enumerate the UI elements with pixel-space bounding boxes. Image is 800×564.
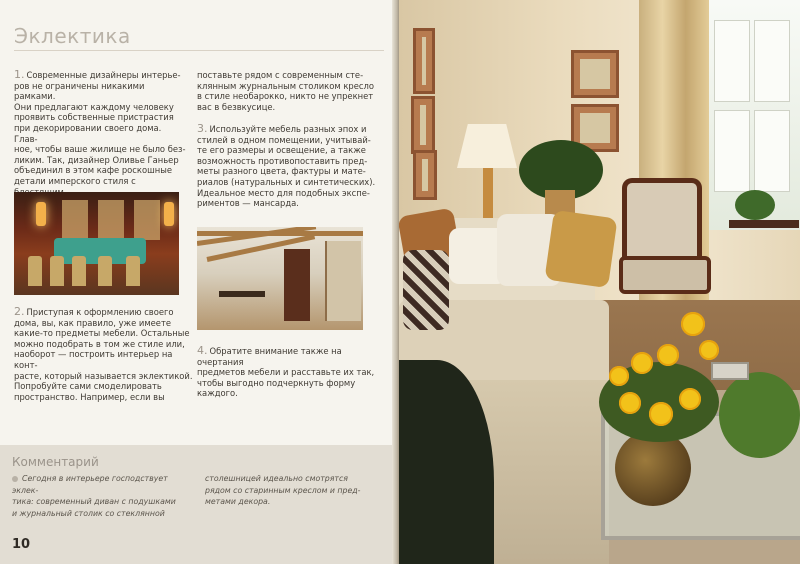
comment-line: рядом со старинным креслом и пред- bbox=[205, 485, 361, 495]
photo-cabinet bbox=[284, 249, 310, 321]
attic-loft-photo bbox=[197, 227, 363, 330]
paragraph-3-line: стилей в одном помещении, учитывай- bbox=[197, 134, 371, 145]
photo-picture-frame bbox=[411, 96, 435, 154]
paragraph-1-line: проявить собственные пристрастия bbox=[14, 112, 174, 123]
photo-window bbox=[62, 200, 88, 240]
comment-text-right bbox=[205, 473, 385, 508]
paragraph-3-line: риментов — мансарда. bbox=[197, 198, 299, 209]
title-rule bbox=[14, 50, 384, 51]
paragraph-2-continued-line: поставьте рядом с современным сте- bbox=[197, 70, 364, 80]
window-pane bbox=[714, 20, 750, 102]
paragraph-1-line: Они предлагают каждому человеку bbox=[14, 101, 174, 112]
window-pane bbox=[754, 20, 790, 102]
paragraph-3-line: Идеальное место для подобных экспе- bbox=[197, 187, 370, 198]
paragraph-2-continued bbox=[197, 70, 377, 112]
comment-line: Сегодня в интерьере господствует эклек- bbox=[12, 474, 168, 495]
paragraph-4-line: Обратите внимание также на очертания bbox=[197, 346, 342, 367]
comment-line: метами декора. bbox=[205, 497, 271, 506]
photo-chair bbox=[98, 256, 112, 286]
paragraph-2-line: Попробуйте сами смоделировать bbox=[14, 381, 162, 392]
paragraph-4 bbox=[197, 346, 383, 399]
photo-armchair-seat bbox=[619, 256, 711, 294]
paragraph-2-continued-line: клянным журнальным столиком кресло bbox=[197, 80, 374, 91]
frame-art bbox=[422, 37, 426, 85]
paragraph-2-line: пространство. Например, если вы bbox=[14, 391, 165, 402]
comment-text-left bbox=[12, 473, 192, 519]
photo-beam bbox=[197, 231, 363, 236]
paragraph-2-number: 2. bbox=[14, 305, 25, 318]
photo-side-plant bbox=[719, 372, 800, 458]
photo-lily bbox=[657, 344, 679, 366]
paragraph-4-line: каждого. bbox=[197, 388, 238, 399]
photo-chair bbox=[126, 256, 140, 286]
photo-lily bbox=[681, 312, 705, 336]
photo-pillow bbox=[403, 250, 449, 330]
frame-art bbox=[422, 159, 428, 191]
paragraph-1-line: ликим. Так, дизайнер Оливье Ганьер bbox=[14, 154, 179, 165]
paragraph-2-line: можно подобрать в том же стиле или, bbox=[14, 338, 185, 349]
paragraph-3 bbox=[197, 124, 377, 209]
paragraph-1-line: Современные дизайнеры интерье- bbox=[26, 70, 181, 80]
photo-tray bbox=[711, 362, 749, 380]
frame-art bbox=[580, 59, 610, 89]
cafe-interior-photo bbox=[14, 192, 179, 295]
paragraph-2-continued-line: в стиле необарокко, никто не упрекнет bbox=[197, 91, 374, 102]
bullet-icon bbox=[12, 476, 18, 482]
paragraph-1-line: детали имперского стиля с bbox=[14, 175, 136, 186]
photo-chair bbox=[28, 256, 42, 286]
left-page bbox=[0, 0, 396, 564]
photo-window bbox=[98, 200, 124, 240]
photo-lily bbox=[619, 392, 641, 414]
window-pane bbox=[754, 110, 790, 192]
paragraph-1-line: ров не ограничены никакими рамками. bbox=[14, 80, 145, 102]
paragraph-3-number: 3. bbox=[197, 122, 208, 135]
paragraph-4-line: чтобы выгодно подчеркнуть форму bbox=[197, 377, 356, 388]
paragraph-1-line: объединил в этом кафе роскошные bbox=[14, 165, 173, 176]
page-title: Эклектика bbox=[14, 24, 131, 48]
comment-line: тика: современный диван с подушками bbox=[12, 497, 176, 506]
photo-lamp bbox=[164, 202, 174, 226]
photo-side-table bbox=[729, 220, 799, 228]
paragraph-2-line: Приступая к оформлению своего bbox=[26, 307, 174, 317]
paragraph-4-number: 4. bbox=[197, 344, 208, 357]
photo-window bbox=[134, 200, 160, 240]
photo-lily bbox=[699, 340, 719, 360]
photo-pillow bbox=[544, 210, 617, 288]
comment-line: столешницей идеально смотрятся bbox=[205, 474, 348, 483]
frame-art bbox=[580, 113, 610, 143]
comment-title: Комментарий bbox=[12, 455, 99, 469]
page-number: 10 bbox=[12, 537, 31, 552]
paragraph-1-line: ное, чтобы ваше жилище не было без- bbox=[14, 144, 186, 155]
paragraph-4-line: предметов мебели и расставьте их так, bbox=[197, 367, 375, 378]
paragraph-3-line: меты разного цвета, фактуры и мате- bbox=[197, 166, 366, 177]
photo-lily bbox=[609, 366, 629, 386]
paragraph-3-line: риалов (натуральных и синтетических). bbox=[197, 176, 376, 187]
photo-window-plant bbox=[735, 190, 775, 220]
frame-art bbox=[420, 105, 426, 145]
paragraph-1-line: при декорировании своего дома. Глав- bbox=[14, 122, 162, 144]
paragraph-2 bbox=[14, 307, 194, 402]
paragraph-2-line: дома, вы, как правило, уже имеете bbox=[14, 317, 171, 328]
paragraph-2-line: расте, который называется эклектикой. bbox=[14, 370, 193, 381]
photo-picture-frame bbox=[413, 28, 435, 94]
paragraph-3-line: те его размеры и освещение, а также bbox=[197, 145, 366, 156]
paragraph-1-number: 1. bbox=[14, 68, 25, 81]
living-room-photo bbox=[399, 0, 800, 564]
paragraph-1 bbox=[14, 70, 186, 208]
paragraph-2-line: какие-то предметы мебели. Остальные bbox=[14, 328, 190, 339]
window-pane bbox=[714, 110, 750, 192]
photo-table bbox=[219, 291, 265, 297]
paragraph-2-line: наоборот — построить интерьер на конт- bbox=[14, 349, 173, 370]
photo-lily bbox=[631, 352, 653, 374]
comment-line: и журнальный столик со стеклянной bbox=[12, 508, 165, 518]
photo-lily bbox=[679, 388, 701, 410]
photo-shelf bbox=[325, 241, 361, 321]
photo-chair bbox=[50, 256, 64, 286]
paragraph-3-line: Используйте мебель разных эпох и bbox=[209, 124, 367, 134]
photo-chair bbox=[72, 256, 86, 286]
photo-lily bbox=[649, 402, 673, 426]
photo-picture-frame bbox=[413, 150, 437, 200]
photo-lamp bbox=[36, 202, 46, 226]
paragraph-2-continued-line: вас в безвкусице. bbox=[197, 101, 276, 112]
photo-lamp-base bbox=[483, 168, 493, 218]
paragraph-3-line: возможность противопоставить пред- bbox=[197, 155, 368, 166]
photo-picture-frame bbox=[571, 50, 619, 98]
